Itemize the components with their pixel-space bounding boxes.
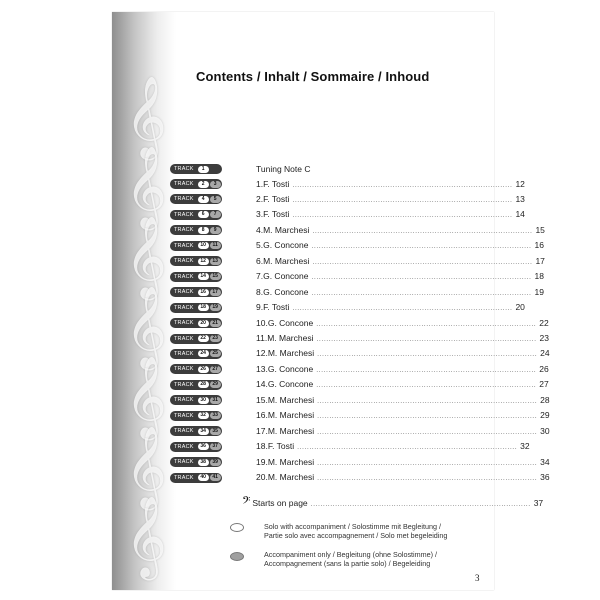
entry-page-number: 13 [515, 193, 525, 204]
leader-dots: .......................................................................................... [311, 289, 532, 297]
solo-legend-line: Partie solo avec accompagnement / Solo met begeleiding [264, 531, 448, 540]
entry-composer: M. Marchesi [263, 255, 310, 266]
leader-dots: .......................................................................................... [317, 459, 538, 467]
solo-legend-text [264, 522, 474, 540]
solo-track-number: 24 [198, 350, 209, 357]
track-badge[interactable] [170, 256, 222, 266]
leader-dots: .......................................................................................... [297, 444, 518, 452]
solo-track-number: 12 [198, 258, 209, 265]
entry-number: 5. [256, 240, 264, 251]
track-badge[interactable] [170, 411, 222, 421]
track-label: TRACK [174, 366, 194, 373]
leader-dots: .......................................................................................... [292, 181, 513, 189]
track-label: TRACK [174, 350, 194, 357]
entry-composer: M. Marchesi [263, 224, 310, 235]
accompaniment-track-number: 3 [210, 181, 221, 188]
track-label: TRACK [174, 166, 194, 172]
accompaniment-track-number: 21 [210, 320, 221, 327]
leader-dots: .......................................................................................... [316, 320, 537, 328]
entry-number: 12. [256, 348, 268, 359]
solo-track-number: 22 [198, 335, 209, 342]
accompaniment-track-number: 41 [210, 474, 221, 481]
entry-composer: G. Concone [267, 317, 314, 328]
contents-entry[interactable] [256, 255, 545, 267]
contents-entry[interactable] [256, 271, 544, 282]
accompaniment-track-number: 17 [210, 289, 221, 296]
solo-track-number: 10 [198, 242, 209, 249]
leader-dots: .......................................................................................... [316, 382, 537, 390]
contents-entry[interactable] [256, 363, 549, 375]
solo-track-number: 4 [198, 196, 209, 203]
track-label: TRACK [174, 273, 194, 280]
entry-page-number: 36 [540, 472, 550, 483]
solo-track-number: 18 [198, 304, 209, 311]
accompaniment-track-number: 15 [210, 273, 221, 280]
entry-page-number: 29 [540, 410, 550, 421]
entry-composer: F. Tosti [267, 441, 295, 452]
entry-page-number: 32 [520, 441, 530, 452]
leader-dots: .......................................................................................... [316, 336, 537, 343]
entry-page-number: 28 [540, 394, 550, 405]
treble-clef-icon: 𝄞 [125, 145, 167, 227]
track-badge[interactable] [170, 349, 222, 359]
entry-number: 9. [256, 302, 264, 313]
accompaniment-legend-line: Accompagnement (sans la partie solo) / Begeleiding [264, 559, 431, 568]
solo-track-number: 2 [198, 181, 209, 188]
contents-entry[interactable] [256, 240, 544, 251]
leader-dots: .......................................................................................... [292, 196, 513, 204]
track-label: TRACK [174, 304, 194, 311]
accompaniment-track-number: 25 [210, 350, 221, 357]
solo-legend-circle-icon [230, 523, 244, 532]
bass-clef-icon: 𝄢 [242, 495, 251, 510]
track-label: TRACK [174, 443, 194, 450]
track-badge[interactable] [170, 194, 222, 204]
contents-entry[interactable] [256, 178, 525, 190]
entry-number: 11. [256, 333, 268, 343]
leader-dots: .......................................................................................... [317, 428, 538, 436]
contents-entry[interactable] [256, 302, 525, 313]
track-label: TRACK [174, 258, 194, 265]
track-label: TRACK [174, 320, 194, 327]
entry-number: 18. [256, 441, 268, 452]
track-badge[interactable] [170, 395, 222, 405]
contents-entry[interactable] [256, 224, 545, 236]
track-badge[interactable] [170, 334, 222, 344]
track-badge[interactable] [170, 473, 222, 483]
track-label: TRACK [174, 181, 194, 187]
track-label: TRACK [174, 242, 194, 249]
entry-page-number: 17 [535, 255, 545, 266]
accompaniment-track-number: 29 [210, 381, 221, 388]
entry-number: 10. [256, 317, 268, 328]
entry-composer: M. Marchesi [267, 456, 315, 467]
solo-track-number: 14 [198, 273, 209, 280]
contents-entry[interactable] [256, 425, 550, 437]
entry-number: 17. [256, 425, 268, 436]
entry-number: 8. [256, 286, 264, 297]
track-badge[interactable] [170, 287, 222, 297]
entry-page-number: 14 [515, 209, 525, 220]
solo-track-number: 26 [198, 366, 209, 373]
accompaniment-track-number: 27 [210, 366, 221, 373]
contents-entry[interactable] [256, 394, 550, 406]
leader-dots: .......................................................................................... [311, 274, 532, 282]
solo-track-number: 28 [198, 381, 209, 388]
solo-track-number: 20 [198, 320, 209, 327]
entry-page-number: 30 [540, 425, 550, 436]
entry-composer: F. Tosti [263, 209, 290, 220]
leader-dots: .......................................................................................... [317, 397, 538, 405]
leader-dots: .......................................................................................... [317, 413, 538, 421]
solo-track-number: 30 [198, 397, 209, 404]
contents-entry[interactable] [256, 286, 544, 298]
entry-page-number: 18 [534, 271, 544, 282]
track-label: TRACK [174, 335, 194, 342]
entry-composer: M. Marchesi [267, 425, 315, 436]
leader-dots: .......................................................................................... [316, 366, 537, 374]
entry-composer: M. Marchesi [267, 472, 315, 483]
track-badge[interactable] [170, 318, 222, 328]
track-label: TRACK [174, 397, 194, 404]
accompaniment-track-number: 37 [210, 443, 221, 450]
track-badge[interactable] [170, 179, 222, 189]
starts-on-page-row [242, 495, 544, 510]
track-badge[interactable] [170, 272, 222, 282]
treble-clef-icon: 𝄞 [125, 75, 167, 157]
leader-dots: .......................................................................................... [317, 475, 538, 483]
solo-track-number: 38 [198, 459, 209, 466]
accompaniment-track-number: 31 [210, 397, 221, 404]
leader-dots: .......................................................................................... [312, 258, 533, 266]
starts-on-page-number: 37 [533, 498, 544, 508]
accompaniment-legend-circle-icon [230, 552, 244, 561]
accompaniment-track-number: 19 [210, 304, 221, 311]
entry-page-number: 23 [539, 333, 549, 343]
track-label: TRACK [174, 211, 194, 218]
solo-track-number: 36 [198, 443, 209, 450]
solo-track-number: 6 [198, 211, 209, 218]
treble-clef-icon: 𝄞 [125, 285, 167, 367]
contents-entry[interactable] [256, 472, 550, 483]
entry-composer: F. Tosti [263, 178, 290, 189]
track-label: TRACK [174, 412, 194, 419]
contents-entry[interactable] [256, 348, 550, 359]
accompaniment-track-number: 5 [210, 196, 221, 203]
leader-dots: .......................................................................................... [292, 305, 513, 313]
solo-track-number: 8 [198, 227, 209, 234]
entry-composer: G. Concone [267, 363, 314, 374]
page-title: Contents / Inhalt / Sommaire / Inhoud [196, 69, 430, 84]
entry-composer: M. Marchesi [267, 333, 314, 343]
treble-clef-icon: 𝄞 [125, 215, 167, 297]
leader-dots: .......................................................................................... [311, 243, 532, 251]
track-badge[interactable] [170, 457, 222, 467]
entry-number: 15. [256, 394, 268, 405]
entry-number: 2. [256, 193, 264, 204]
track-label: TRACK [174, 196, 194, 203]
solo-legend-line: Solo with accompaniment / Solostimme mit Begleitung / [264, 522, 441, 531]
leader-dots: .......................................................................................... [292, 212, 513, 220]
contents-entry[interactable] [256, 193, 525, 205]
track-label: TRACK [174, 227, 194, 234]
entry-page-number: 15 [535, 224, 545, 235]
entry-composer: G. Concone [263, 240, 309, 251]
treble-clef-icon: 𝄞 [125, 425, 167, 507]
contents-entry[interactable] [256, 333, 549, 344]
entry-number: 19. [256, 456, 268, 467]
contents-entry[interactable] [256, 317, 549, 329]
track-label: TRACK [174, 381, 194, 388]
entry-page-number: 19 [534, 286, 544, 297]
entry-number: 3. [256, 209, 264, 220]
entry-composer: G. Concone [263, 271, 309, 282]
entry-page-number: 20 [515, 302, 525, 313]
leader-dots: .......................................................................................... [317, 351, 538, 359]
track-badge[interactable] [170, 426, 222, 436]
entry-page-number: 27 [539, 379, 549, 390]
accompaniment-track-number: 39 [210, 459, 221, 466]
accompaniment-track-number: 9 [210, 227, 221, 234]
accompaniment-track-number: 7 [210, 211, 221, 218]
entry-composer: F. Tosti [263, 302, 290, 313]
entry-page-number: 26 [539, 363, 549, 374]
starts-on-page-label: Starts on page [252, 498, 308, 508]
track-badge[interactable] [170, 442, 222, 452]
track-number-tuning: 1 [198, 166, 209, 173]
accompaniment-track-number: 11 [210, 242, 221, 249]
solo-track-number: 40 [198, 474, 209, 481]
entry-page-number: 16 [534, 240, 544, 251]
track-label: TRACK [174, 428, 194, 435]
contents-entry[interactable] [256, 456, 550, 468]
track-label: TRACK [174, 474, 194, 481]
entry-number: 14. [256, 379, 268, 390]
entry-number: 20. [256, 472, 268, 483]
accompaniment-track-number: 23 [210, 335, 221, 342]
solo-track-number: 16 [198, 289, 209, 296]
track-badge-tuning[interactable] [170, 164, 222, 174]
book-page [112, 12, 550, 590]
entry-number: 16. [256, 410, 268, 421]
solo-track-number: 32 [198, 412, 209, 419]
entry-composer: F. Tosti [263, 193, 290, 204]
entry-number: 4. [256, 224, 264, 235]
contents-entry[interactable] [256, 209, 525, 220]
entry-number: 6. [256, 255, 264, 266]
entry-page-number: 34 [540, 456, 550, 467]
leader-dots: .......................................................................................... [310, 501, 531, 508]
track-badge[interactable] [170, 303, 222, 313]
entry-composer: M. Marchesi [267, 348, 315, 359]
page-number: 3 [475, 573, 480, 583]
track-badge[interactable] [170, 241, 222, 251]
track-label: TRACK [174, 459, 194, 466]
accompaniment-track-number: 33 [210, 412, 221, 419]
entry-number: 7. [256, 271, 264, 282]
entry-page-number: 24 [540, 348, 550, 359]
contents-entry[interactable] [256, 441, 530, 452]
accompaniment-track-number: 35 [210, 428, 221, 435]
entry-page-number: 12 [515, 178, 525, 189]
track-badge[interactable] [170, 225, 222, 235]
accompaniment-legend-text [264, 550, 474, 568]
entry-number: 1. [256, 178, 264, 189]
contents-entry[interactable] [256, 379, 549, 390]
entry-composer: M. Marchesi [267, 410, 315, 421]
tuning-note-label: Tuning Note C [256, 164, 311, 174]
entry-composer: G. Concone [263, 286, 309, 297]
treble-clef-icon: 𝄞 [125, 355, 167, 437]
solo-track-number: 34 [198, 428, 209, 435]
entry-composer: M. Marchesi [267, 394, 315, 405]
treble-clef-icon: 𝄞 [125, 495, 167, 577]
track-badge[interactable] [170, 380, 222, 390]
track-badge[interactable] [170, 364, 222, 374]
contents-entry[interactable] [256, 410, 550, 421]
entry-number: 13. [256, 363, 268, 374]
accompaniment-track-number: 13 [210, 258, 221, 265]
track-badge[interactable] [170, 210, 222, 220]
entry-page-number: 22 [539, 317, 549, 328]
entry-composer: G. Concone [267, 379, 314, 390]
track-label: TRACK [174, 289, 194, 296]
accompaniment-legend-line: Accompaniment only / Begleitung (ohne Solostimme) / [264, 550, 437, 559]
leader-dots: .......................................................................................... [312, 227, 533, 235]
